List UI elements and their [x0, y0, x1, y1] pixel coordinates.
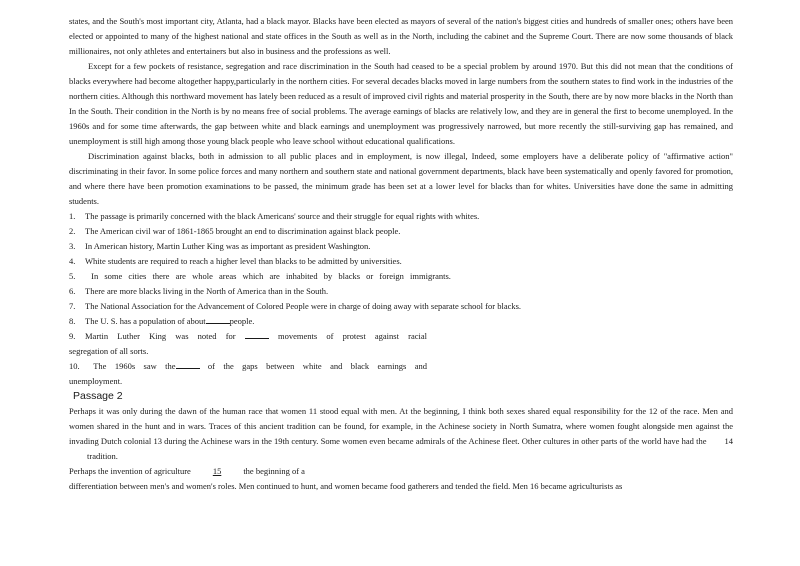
document-page — [69, 14, 733, 494]
question-5: 5. In some cities there are whole areas which are inhabited by blacks or foreign immigrants. — [69, 271, 451, 281]
question-10: 10. The 1960s saw the of the gaps between white and black earnings and — [69, 361, 427, 371]
question-10-continued: unemployment. — [69, 376, 123, 386]
passage2-line-agriculture: Perhaps the invention of agriculture 15 the beginning of a — [69, 466, 305, 476]
passage1-paragraph-1: states, and the South's most important city, Atlanta, had a black mayor. Blacks have been elected as mayors of several of the nation's biggest cities and hundreds of smaller ones; others have been elected or appointed to many of the highest national and state offices in the South as well as in the North, including the cabinet and the Supreme Court. There are now some thousands of black millionaires, not only athletes and entertainers but also in business and the professions as well. — [69, 16, 733, 56]
answer-blank-8[interactable] — [206, 314, 230, 324]
question-9-continued: segregation of all sorts. — [69, 346, 149, 356]
question-9: 9. Martin Luther King was noted for movements of protest against racial — [69, 331, 428, 341]
question-2: 2. The American civil war of 1861-1865 brought an end to discrimination against black people. — [69, 226, 401, 236]
question-3: 3. In American history, Martin Luther King was as important as president Washington. — [69, 241, 371, 251]
question-4: 4. White students are required to reach a higher level than blacks to be admitted by universities. — [69, 256, 402, 266]
question-1: 1. The passage is primarily concerned with the black Americans' source and their struggle for equal rights with whites. — [69, 211, 480, 221]
blank-number-14: 14 — [724, 436, 733, 446]
question-8: 8. The U. S. has a population of about people. — [69, 316, 255, 326]
answer-blank-9[interactable] — [245, 329, 269, 339]
passage1-paragraph-2: Except for a few pockets of resistance, segregation and race discrimination in the South had ceased to be a special problem by around 1970. But this did not mean that the conditions of blacks everywhere had become altogether happy,particularly in the northern cities. For several decades blacks moved in large numbers from the southern states to find work in the industries of the northern cities. Although this northward movement has lately been reduced as a result of improved civil rights and material prosperity in the South, there are by now more blacks in the North than In the South. Their condition in the North is by no means free of social problems. The average earnings of blacks are relatively low, and they are in general the first to become unemployed. In the 1960s and for some time afterwards, the gap between white and black earnings and unemployment was progressively narrowed, but more recently the still-surviving gap has remained, and unemployment is still high among those young black people who leave school without educational qualifications. — [69, 61, 733, 146]
passage1-paragraph-3: Discrimination against blacks, both in admission to all public places and in employment, is now illegal, Indeed, some employers have a deliberate policy of "affirmative action" discriminating in their favor. In some police forces and many northern and southern state and national government departments, black have been systematically and openly favored for promotion, and where there have been promotion examinations to be passed, the minimum grade has been set at a lower level for blacks than for whites. Universities have done the same in admitting students. — [69, 151, 733, 206]
question-7: 7. The National Association for the Advancement of Colored People were in charge of doing away with separate school for blacks. — [69, 301, 522, 311]
question-6: 6. There are more blacks living in the North of America than in the South. — [69, 286, 329, 296]
answer-blank-10[interactable] — [176, 359, 200, 369]
passage2-paragraph-2: differentiation between men's and women's roles. Men continued to hunt, and women became food gatherers and tended the field. Men 16 became agriculturists as — [69, 481, 623, 491]
passage2-paragraph-1: Perhaps it was only during the dawn of the human race that women 11 stood equal with men. At the beginning, I think both sexes shared equal responsibility for the 12 of the race. Men and women shared in the hunt and in wars. Traces of this ancient tradition can be found, for example, in the Achinese society in North Sumatra, where women fought alongside men against the invading Dutch colonial 13 during the Achinese wars in the 19th century. Some women even became admirals of the Achinese fleet. Other cultures in other parts of the world have had the 14tradition. — [69, 406, 733, 461]
passage2-title: Passage 2 — [73, 390, 123, 402]
blank-number-15: 15 — [212, 466, 222, 476]
